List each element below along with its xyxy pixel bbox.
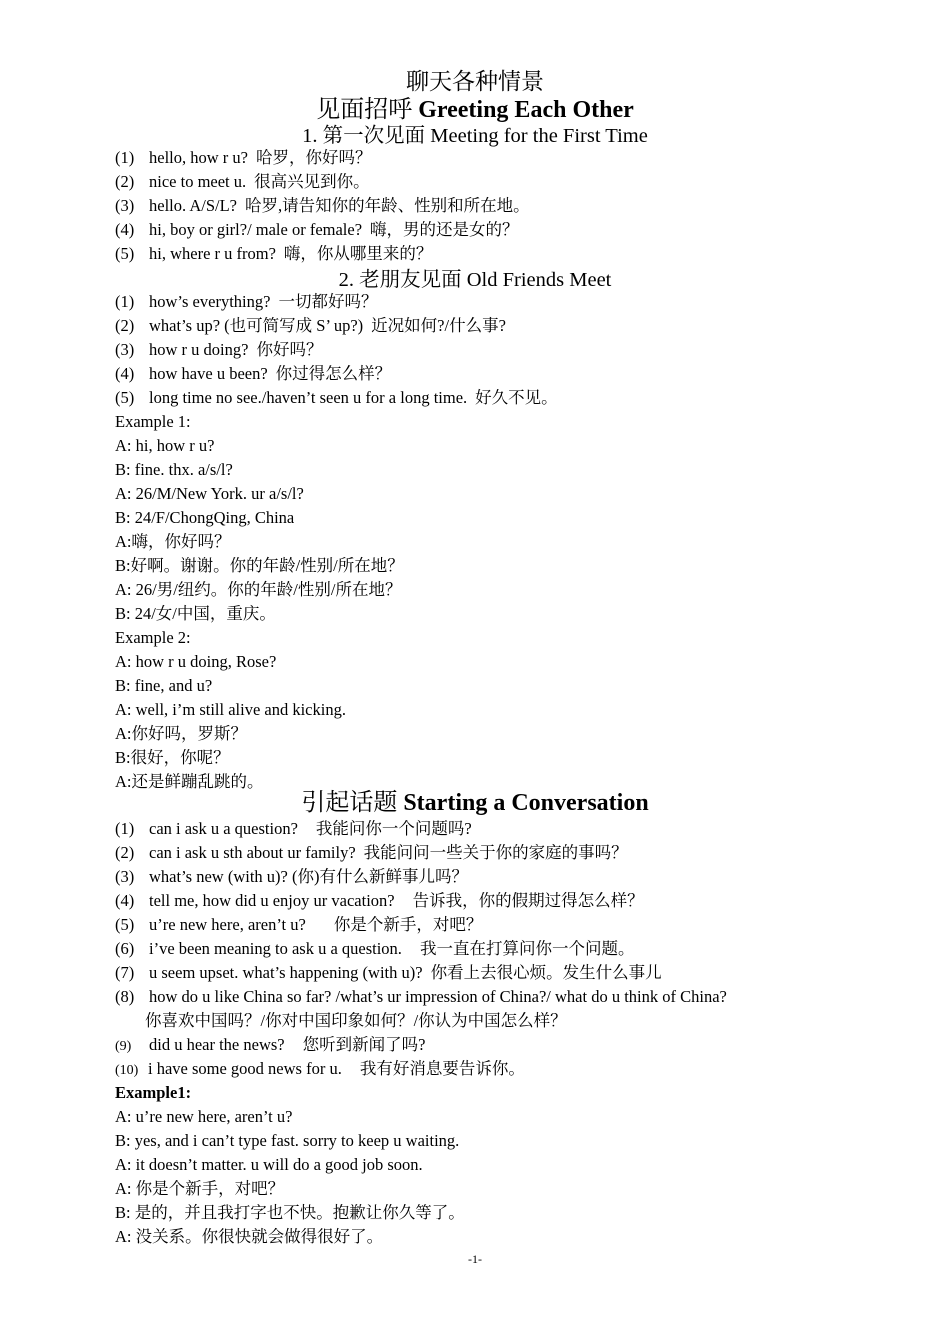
list-item: (5) u’re new here, aren’t u? 你是个新手，对吧？ xyxy=(115,915,483,934)
heading-en: Starting a Conversation xyxy=(403,790,649,816)
list-item: (5) long time no see./haven’t seen u for a long time. 好久不见。 xyxy=(115,388,558,407)
dialogue-line: B: 是的，并且我打字也不快。抱歉让你久等了。 xyxy=(115,1203,465,1222)
list-item: (1) hello, how r u? 哈罗，你好吗？ xyxy=(115,148,372,167)
list-item: (3) how r u doing? 你好吗？ xyxy=(115,340,323,359)
list-item: (10) i have some good news for u. 我有好消息要告诉你。 xyxy=(115,1059,525,1078)
list-item: (4) how have u been? 你过得怎么样？ xyxy=(115,364,392,383)
list-item: (3) what’s new (with u)? (你)有什么新鲜事儿吗？ xyxy=(115,867,468,886)
dialogue-line: A:还是鲜蹦乱跳的。 xyxy=(115,772,264,791)
heading-cn: 见面招呼 xyxy=(316,97,413,123)
list-item: (4) hi, boy or girl?/ male or female? 嗨，男的还是女的？ xyxy=(115,220,519,239)
dialogue-line: A: 26/M/New York. ur a/s/l? xyxy=(115,484,304,503)
dialogue-line: A: 26/男/纽约。你的年龄/性别/所在地？ xyxy=(115,580,402,599)
list-item: (2) can i ask u sth about ur family? 我能问问一些关于你的家庭的事吗？ xyxy=(115,843,628,862)
list-item: (2) nice to meet u. 很高兴见到你。 xyxy=(115,172,370,191)
dialogue-line: A: hi, how r u? xyxy=(115,436,215,455)
main-title: 聊天各种情景 xyxy=(406,69,544,94)
dialogue-line: A:嗨，你好吗？ xyxy=(115,532,231,551)
list-item: (6) i’ve been meaning to ask u a question. 我一直在打算问你一个问题。 xyxy=(115,939,635,958)
dialogue-line: A: how r u doing, Rose? xyxy=(115,652,277,671)
heading-cn: 引起话题 xyxy=(301,790,398,816)
dialogue-line: A: u’re new here, aren’t u? xyxy=(115,1107,293,1126)
list-item: (4) tell me, how did u enjoy ur vacation? 告诉我，你的假期过得怎么样？ xyxy=(115,891,644,910)
section-heading-conversation xyxy=(0,782,950,817)
dialogue-line: B: fine, and u? xyxy=(115,676,213,695)
list-item: (5) hi, where r u from? 嗨，你从哪里来的？ xyxy=(115,244,433,263)
dialogue-line: B: yes, and i can’t type fast. sorry to keep u waiting. xyxy=(115,1131,460,1150)
dialogue-line: A: it doesn’t matter. u will do a good job soon. xyxy=(115,1155,423,1174)
heading-en: Greeting Each Other xyxy=(418,97,634,123)
dialogue-line: B:好啊。谢谢。你的年龄/性别/所在地？ xyxy=(115,556,404,575)
dialogue-line: B: 24/女/中国，重庆。 xyxy=(115,604,276,623)
list-item: (2) what’s up? (也可简写成 S’ up?) 近况如何?/什么事? xyxy=(115,316,506,335)
list-item: (1) can i ask u a question? 我能问你一个问题吗? xyxy=(115,819,472,838)
dialogue-line: B: 24/F/ChongQing, China xyxy=(115,508,295,527)
example-label: Example1: xyxy=(115,1083,192,1102)
page-number: -1- xyxy=(468,1252,482,1266)
dialogue-line: B:很好，你呢？ xyxy=(115,748,230,767)
list-item: (8) how do u like China so far? /what’s ur impression of China?/ what do u think of China? xyxy=(115,987,727,1006)
subheading-first-meeting: 1. 第一次见面 Meeting for the First Time xyxy=(302,125,648,147)
dialogue-line: A:你好吗，罗斯？ xyxy=(115,724,247,743)
list-item: (3) hello. A/S/L? 哈罗,请告知你的年龄、性别和所在地。 xyxy=(115,196,530,215)
dialogue-line: B: fine. thx. a/s/l? xyxy=(115,460,233,479)
subheading-old-friends: 2. 老朋友见面 Old Friends Meet xyxy=(338,269,612,291)
dialogue-line: A: 你是个新手，对吧？ xyxy=(115,1179,285,1198)
dialogue-line: A: 没关系。你很快就会做得很好了。 xyxy=(115,1227,384,1246)
list-item: (7) u seem upset. what’s happening (with u)? 你看上去很心烦。发生什么事儿 xyxy=(115,963,662,982)
dialogue-line: A: well, i’m still alive and kicking. xyxy=(115,700,346,719)
list-item: (9) did u hear the news? 您听到新闻了吗? xyxy=(115,1035,426,1054)
list-item-continuation: 你喜欢中国吗？/你对中国印象如何？/你认为中国怎么样？ xyxy=(145,1011,567,1030)
example-label: Example 2: xyxy=(115,628,191,647)
example-label: Example 1: xyxy=(115,412,191,431)
list-item: (1) how’s everything? 一切都好吗？ xyxy=(115,292,378,311)
